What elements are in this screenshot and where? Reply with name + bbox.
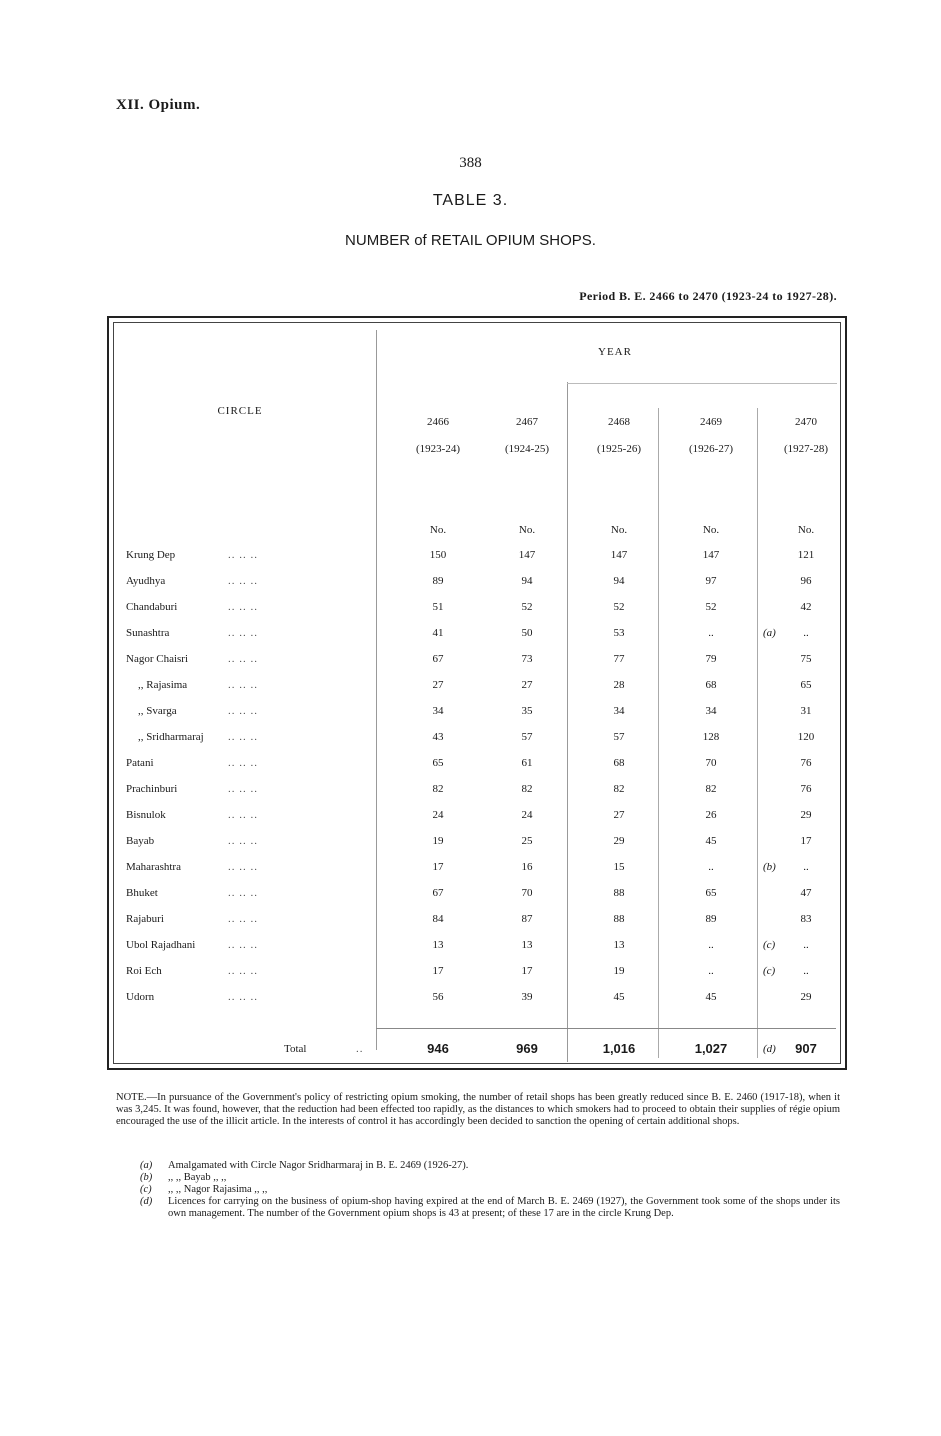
table-cell: 89 (432, 575, 444, 587)
table-cell: 28 (613, 679, 625, 691)
table-cell: 56 (432, 991, 444, 1003)
table-cell: 15 (613, 861, 625, 873)
leader-dots: .. .. .. (228, 757, 258, 769)
table-cell: 39 (521, 991, 533, 1003)
table-cell: 34 (705, 705, 717, 717)
total-cell: 946 (427, 1041, 449, 1056)
table-cell: 82 (705, 783, 717, 795)
table-cell: 25 (521, 835, 533, 847)
circle-name: Maharashtra (126, 861, 181, 873)
leader-dots: .. .. .. (228, 549, 258, 561)
table-cell: .. (708, 861, 714, 873)
leader-dots: .. .. .. (228, 575, 258, 587)
total-cell: 969 (516, 1041, 538, 1056)
header-year-ad: (1925-26) (597, 443, 641, 455)
total-label: Total (284, 1043, 307, 1055)
circle-name: Bhuket (126, 887, 158, 899)
header-year: YEAR (598, 346, 632, 358)
circle-name: Bisnulok (126, 809, 166, 821)
table-cell: 19 (613, 965, 625, 977)
table-title: TABLE 3. (432, 192, 509, 209)
leader-dots: .. .. .. (228, 939, 258, 951)
table-cell: 43 (432, 731, 444, 743)
total-cell: 1,027 (694, 1041, 728, 1056)
header-year-be: 2466 (427, 416, 449, 428)
circle-name: Patani (126, 757, 154, 769)
leader-dots: .. .. .. (228, 913, 258, 925)
footnote-mark: (b) (140, 1172, 153, 1183)
table-cell: 16 (521, 861, 533, 873)
total-rule (376, 1028, 836, 1029)
header-year-ad: (1924-25) (505, 443, 549, 455)
leader-dots: .. .. .. (228, 705, 258, 717)
leader-dots: .. (356, 1043, 364, 1055)
table-cell: 88 (613, 887, 625, 899)
header-year-ad: (1927-28) (784, 443, 828, 455)
header-unit: No. (610, 524, 628, 536)
circle-name: ,, Svarga (138, 705, 177, 717)
table-cell: 13 (432, 939, 444, 951)
table-cell: 96 (800, 575, 812, 587)
row-footnote-mark: (c) (763, 939, 776, 951)
table-cell: 45 (705, 991, 717, 1003)
table-cell: 94 (613, 575, 625, 587)
table-cell: 35 (521, 705, 533, 717)
footnote-text: ,, ,, Bayab ,, ,, (168, 1172, 227, 1183)
table-cell: 147 (610, 549, 628, 561)
table-cell: 51 (432, 601, 444, 613)
table-cell: 57 (613, 731, 625, 743)
table-cell: .. (803, 627, 809, 639)
table-cell: .. (803, 939, 809, 951)
table-cell: .. (708, 627, 714, 639)
table-cell: 76 (800, 757, 812, 769)
header-unit: No. (518, 524, 536, 536)
header-year-ad: (1926-27) (689, 443, 733, 455)
total-cell: 907 (795, 1041, 817, 1056)
table-cell: 82 (613, 783, 625, 795)
table-cell: .. (708, 939, 714, 951)
table-cell: .. (803, 965, 809, 977)
header-unit: No. (429, 524, 447, 536)
table-cell: 67 (432, 887, 444, 899)
leader-dots: .. .. .. (228, 991, 258, 1003)
leader-dots: .. .. .. (228, 653, 258, 665)
circle-name: Ubol Rajadhani (126, 939, 196, 951)
table-cell: 27 (432, 679, 444, 691)
table-cell: 34 (613, 705, 625, 717)
section-title: XII. Opium. (116, 97, 201, 113)
footnote-mark: (a) (140, 1160, 153, 1171)
table-cell: 61 (521, 757, 533, 769)
table-cell: 73 (521, 653, 533, 665)
table-cell: 50 (521, 627, 533, 639)
leader-dots: .. .. .. (228, 835, 258, 847)
table-cell: 147 (518, 549, 536, 561)
header-year-be: 2468 (608, 416, 630, 428)
table-subtitle: NUMBER of RETAIL OPIUM SHOPS. (345, 232, 596, 249)
leader-dots: .. .. .. (228, 783, 258, 795)
leader-dots: .. .. .. (228, 861, 258, 873)
footnote-mark: (d) (140, 1196, 153, 1207)
table-cell: 45 (613, 991, 625, 1003)
column-rule (567, 382, 568, 1062)
table-cell: 70 (521, 887, 533, 899)
circle-name: Nagor Chaisri (126, 653, 189, 665)
total-cell: 1,016 (602, 1041, 636, 1056)
table-cell: 82 (432, 783, 444, 795)
circle-name: ,, Rajasima (138, 679, 188, 691)
opium-shops-table (107, 316, 847, 1070)
circle-name: Udorn (126, 991, 155, 1003)
table-cell: 128 (702, 731, 720, 743)
circle-name: Roi Ech (126, 965, 162, 977)
header-year-ad: (1923-24) (416, 443, 460, 455)
table-cell: 57 (521, 731, 533, 743)
table-cell: 27 (613, 809, 625, 821)
header-unit: No. (702, 524, 720, 536)
table-cell: 24 (432, 809, 444, 821)
table-cell: 52 (705, 601, 717, 613)
table-cell: 45 (705, 835, 717, 847)
table-cell: 17 (800, 835, 812, 847)
table-cell: 65 (705, 887, 717, 899)
header-circle: CIRCLE (217, 405, 263, 417)
table-cell: 120 (797, 731, 815, 743)
circle-name: Chandaburi (126, 601, 178, 613)
table-cell: 94 (521, 575, 533, 587)
table-cell: 75 (800, 653, 812, 665)
table-cell: 19 (432, 835, 444, 847)
footnote-mark: (c) (140, 1184, 152, 1195)
table-cell: 84 (432, 913, 444, 925)
row-footnote-mark: (a) (763, 627, 776, 639)
table-cell: 150 (429, 549, 447, 561)
leader-dots: .. .. .. (228, 601, 258, 613)
leader-dots: .. .. .. (228, 965, 258, 977)
header-year-be: 2470 (795, 416, 817, 428)
footnote-text: ,, ,, Nagor Rajasima ,, ,, (168, 1184, 268, 1195)
circle-name: Ayudhya (126, 575, 166, 587)
header-rule (567, 383, 837, 384)
table-note (116, 1092, 840, 1129)
circle-name: Sunashtra (126, 627, 170, 639)
table-cell: 29 (613, 835, 625, 847)
row-footnote-mark: (c) (763, 965, 776, 977)
table-cell: 67 (432, 653, 444, 665)
circle-name: Krung Dep (126, 549, 176, 561)
table-cell: 79 (705, 653, 717, 665)
table-cell: 65 (800, 679, 812, 691)
note-text: NOTE.—In pursuance of the Government's policy of restricting opium smoking, the number of retail shops has been greatly reduced since B. E. 2460 (1917-18), when it was 3,245. It was found, however, that the reduction had been effected too rapidly, as the distances to which smokers had to proceed to obtain their supplies of régie opium encouraged the use of the illicit article. In the interests of control it has accordingly been decided to sanction the opening of certain additional shops. (116, 1092, 840, 1128)
table-cell: 31 (800, 705, 812, 717)
table-cell: 68 (705, 679, 717, 691)
table-inner-border (113, 322, 841, 1064)
table-cell: 97 (705, 575, 717, 587)
table-cell: 42 (800, 601, 812, 613)
footnote-text: Licences for carrying on the business of opium-shop having expired at the end of March B. E. 2469 (1927), the Government took some of the shops under its own management. The number of the Government opium shops is 43 at present; of these 17 are in the circle Krung Dep. (168, 1196, 840, 1220)
table-cell: 52 (613, 601, 625, 613)
table-cell: 68 (613, 757, 625, 769)
table-cell: 70 (705, 757, 717, 769)
header-year-be: 2467 (516, 416, 538, 428)
table-cell: 121 (797, 549, 815, 561)
table-cell: 17 (521, 965, 533, 977)
table-cell: 17 (432, 861, 444, 873)
leader-dots: .. .. .. (228, 679, 258, 691)
table-cell: .. (708, 965, 714, 977)
circle-name: Prachinburi (126, 783, 178, 795)
header-year-be: 2469 (700, 416, 722, 428)
page-number: 388 (459, 155, 482, 171)
table-cell: 47 (800, 887, 812, 899)
table-cell: 26 (705, 809, 717, 821)
table-cell: 41 (432, 627, 444, 639)
table-cell: 29 (800, 809, 812, 821)
table-cell: 65 (432, 757, 444, 769)
table-cell: 87 (521, 913, 533, 925)
table-cell: 147 (702, 549, 720, 561)
table-cell: 13 (613, 939, 625, 951)
leader-dots: .. .. .. (228, 887, 258, 899)
footnote-text: Amalgamated with Circle Nagor Sridharmaraj in B. E. 2469 (1926-27). (168, 1160, 469, 1171)
circle-name: Rajaburi (126, 913, 164, 925)
table-cell: 83 (800, 913, 812, 925)
table-cell: 76 (800, 783, 812, 795)
leader-dots: .. .. .. (228, 627, 258, 639)
table-cell: 34 (432, 705, 444, 717)
table-cell: 77 (613, 653, 625, 665)
period-caption: Period B. E. 2466 to 2470 (1923-24 to 1927-28). (579, 289, 837, 303)
table-cell: 13 (521, 939, 533, 951)
table-cell: 24 (521, 809, 533, 821)
table-cell: 88 (613, 913, 625, 925)
table-cell: 52 (521, 601, 533, 613)
leader-dots: .. .. .. (228, 731, 258, 743)
circle-name: Bayab (126, 835, 155, 847)
table-cell: 27 (521, 679, 533, 691)
table-cell: 82 (521, 783, 533, 795)
column-rule (757, 408, 758, 1058)
header-unit: No. (797, 524, 815, 536)
leader-dots: .. .. .. (228, 809, 258, 821)
circle-name: ,, Sridharmaraj (138, 731, 204, 743)
table-cell: 89 (705, 913, 717, 925)
table-cell: 53 (613, 627, 625, 639)
table-cell: .. (803, 861, 809, 873)
table-cell: 29 (800, 991, 812, 1003)
column-rule (376, 330, 377, 1050)
total-footnote-mark: (d) (763, 1043, 776, 1055)
table-cell: 17 (432, 965, 444, 977)
row-footnote-mark: (b) (763, 861, 776, 873)
